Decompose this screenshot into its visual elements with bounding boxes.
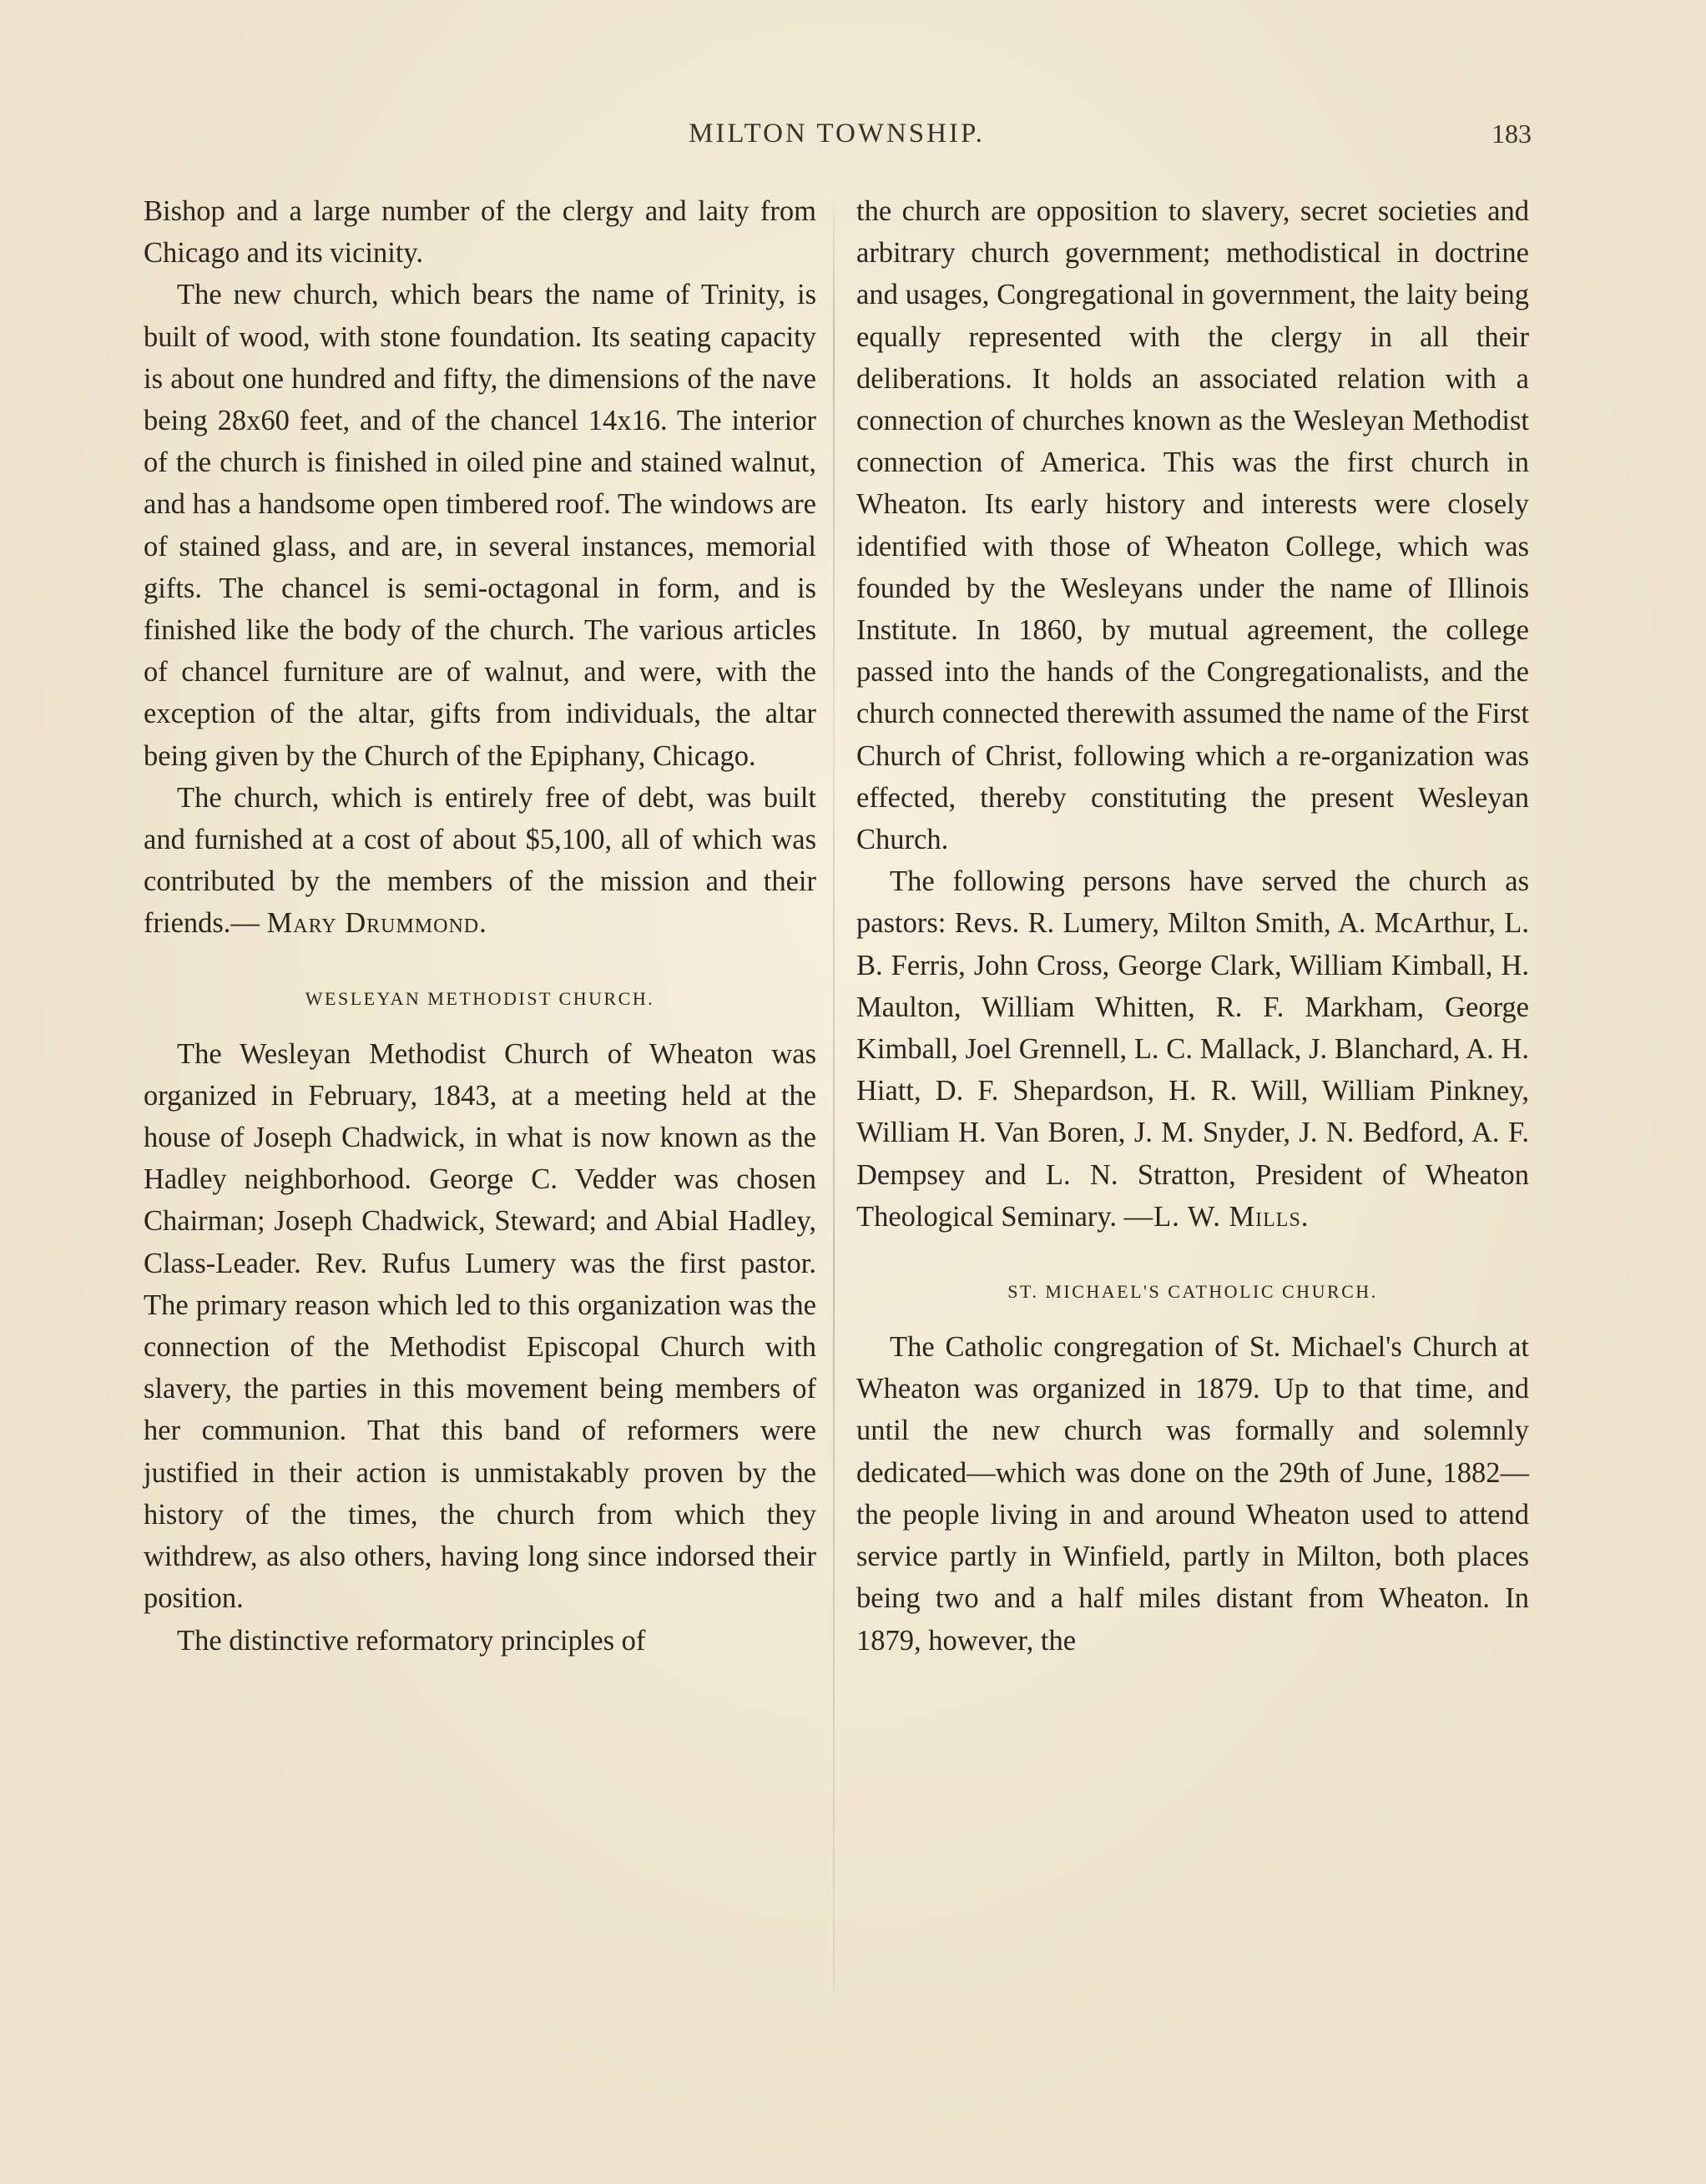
page-number: 183 — [1491, 119, 1532, 149]
paragraph: the church are opposition to slavery, secret societies and arbitrary church government; methodistical in doctrine and usages, Congregational in government, the laity being equally represented with the clergy in all their deliberations. It holds an associated relation with a connection of churches known as the Wesleyan Methodist connection of America. This was the first church in Wheaton. Its early history and interests were closely identified with those of Wheaton College, which was founded by the Wesleyans under the name of Illinois Institute. In 1860, by mutual agreement, the college passed into the hands of the Congregationalists, and the church connected therewith assumed the name of the First Church of Christ, following which a re-organization was effected, thereby constituting the present Wesleyan Church. — [856, 195, 1529, 856]
column-divider — [833, 188, 835, 1990]
paragraph: Bishop and a large number of the clergy and laity from Chicago and its vicinity. — [144, 195, 816, 270]
right-column — [856, 190, 1529, 1662]
paragraph — [856, 860, 1529, 1238]
running-head — [142, 119, 1532, 160]
running-title: MILTON TOWNSHIP. — [689, 119, 985, 149]
section-heading: ST. MICHAEL'S CATHOLIC CHURCH. — [1007, 1281, 1378, 1303]
paragraph: The Wesleyan Methodist Church of Wheaton was organized in February, 1843, at a meeting held at the house of Joseph Chadwick, in what is now known as the Hadley neighborhood. George C. Vedder was chosen Chairman; Joseph Chadwick, Steward; and Abial Hadley, Class-Leader. Rev. Rufus Lumery was the first pastor. The primary reason which led to this organization was the connection of the Methodist Episcopal Church with slavery, the parties in this movement being members of her communion. That this band of reformers were justified in their action is unmistakably proven by the history of the times, the church from which they withdrew, as also others, having long since indorsed their position. — [144, 1037, 816, 1615]
author-signature: —L. W. Mills. — [1123, 1200, 1310, 1233]
paragraph — [144, 777, 816, 945]
paragraph-text: The church, which is entirely free of debt, was built and furnished at a cost of about $5,100, all of which was contributed by the members of the mission and their friends.— — [144, 781, 816, 940]
paragraph: The Catholic congregation of St. Michael's Church at Wheaton was organized in 1879. Up to that time, and until the new church was formally and solemnly dedicated—which was done on the 29th of June, 1882—the people living in and around Wheaton used to attend service partly in Winfield, partly in Milton, both places being two and a half miles distant from Wheaton. In 1879, however, the — [856, 1331, 1529, 1657]
left-column — [144, 190, 816, 1662]
paragraph-text: The following persons have served the church as pastors: Revs. R. Lumery, Milton Smith, A. McArthur, L. B. Ferris, John Cross, George Clark, William Kimball, H. Maulton, William Whitten, R. F. Markham, George Kimball, Joel Grennell, L. C. Mallack, J. Blanchard, A. H. Hiatt, D. F. Shepardson, H. R. Will, William Pinkney, William H. Van Boren, J. M. Snyder, J. N. Bedford, A. F. Dempsey and L. N. Stratton, President of Wheaton Theological Seminary. — [856, 865, 1529, 1233]
paragraph: The distinctive reformatory principles of — [177, 1624, 646, 1657]
paragraph: The new church, which bears the name of Trinity, is built of wood, with stone foundation. Its seating capacity is about one hundred and fifty, the dimensions of the nave being 28x60 feet, and of the chancel 14x16. The interior of the church is finished in oiled pine and stained walnut, and has a handsome open timbered roof. The windows are of stained glass, and are, in several instances, memorial gifts. The chancel is semi-octagonal in form, and is finished like the body of the church. The various articles of chancel furniture are of walnut, and were, with the exception of the altar, gifts from individuals, the altar being given by the Church of the Epiphany, Chicago. — [144, 279, 816, 772]
author-signature: Mary Drummond. — [266, 907, 487, 940]
section-heading: WESLEYAN METHODIST CHURCH. — [305, 987, 655, 1009]
